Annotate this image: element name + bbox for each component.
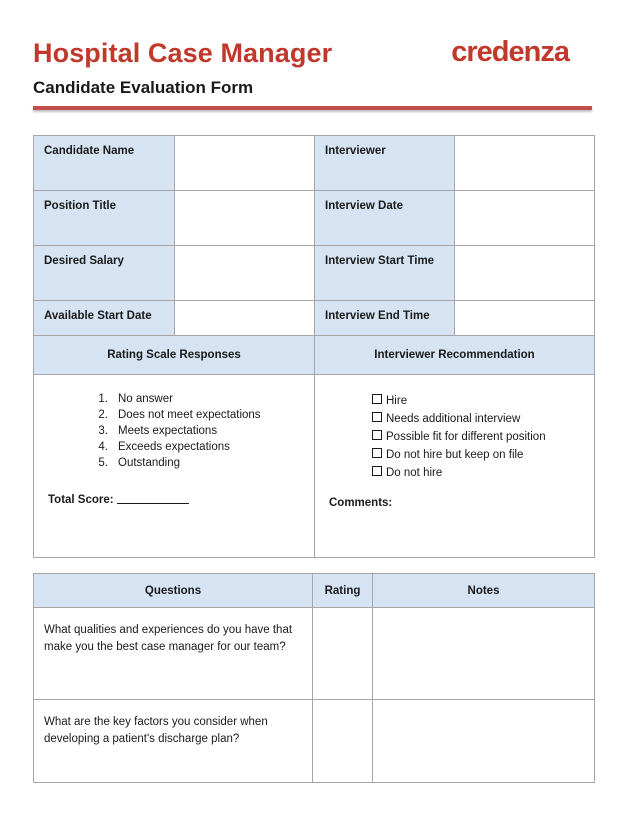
interview-date-label: Interview Date: [315, 191, 455, 246]
question-text: What qualities and experiences do you have that make you the best case manager for our team?: [34, 608, 313, 700]
recommendation-option[interactable]: [372, 410, 546, 428]
rating-field[interactable]: [313, 608, 373, 700]
option-label: Needs additional interview: [386, 413, 521, 425]
checkbox-icon[interactable]: [372, 394, 382, 404]
total-score-label: Total Score:: [48, 494, 114, 506]
option-label: Possible fit for different position: [386, 431, 546, 443]
list-item: [86, 407, 261, 423]
list-number: 3.: [98, 425, 108, 437]
questions-header: Questions: [34, 574, 313, 608]
rating-scale-list: [86, 391, 261, 471]
list-item: [86, 391, 261, 407]
checkbox-icon[interactable]: [372, 430, 382, 440]
question-text: What are the key factors you consider when developing a patient's discharge plan?: [34, 700, 313, 783]
option-label: Do not hire: [386, 467, 443, 479]
form-title: Hospital Case Manager: [33, 38, 333, 68]
checkbox-icon[interactable]: [372, 412, 382, 422]
notes-field[interactable]: [373, 608, 595, 700]
rating-scale-header: Rating Scale Responses: [34, 336, 315, 375]
table-row: [34, 608, 595, 700]
total-score-field[interactable]: [117, 503, 189, 504]
list-text: Does not meet expectations: [118, 409, 261, 421]
info-row: [34, 191, 595, 246]
checkbox-icon[interactable]: [372, 448, 382, 458]
form-header: [33, 38, 595, 110]
interviewer-label: Interviewer: [315, 136, 455, 191]
notes-field[interactable]: [373, 700, 595, 783]
recommendation-option[interactable]: [372, 464, 546, 482]
comments-label: Comments:: [329, 497, 393, 509]
available-start-date-label: Available Start Date: [34, 301, 175, 356]
recommendation-option[interactable]: [372, 428, 546, 446]
recommendation-header: Interviewer Recommendation: [315, 336, 595, 375]
total-score: [48, 494, 189, 506]
interview-start-time-field[interactable]: [455, 246, 595, 301]
table-row: [34, 700, 595, 783]
candidate-info-table: [33, 135, 595, 356]
questions-table: [33, 573, 595, 783]
checkbox-icon[interactable]: [372, 466, 382, 476]
list-item: [86, 423, 261, 439]
credenza-logo: credenza: [451, 36, 569, 68]
list-item: [86, 439, 261, 455]
list-item: [86, 455, 261, 471]
option-label: Do not hire but keep on file: [386, 449, 524, 461]
list-text: Meets expectations: [118, 425, 218, 437]
interviewer-field[interactable]: [455, 136, 595, 191]
candidate-name-field[interactable]: [175, 136, 315, 191]
list-text: No answer: [118, 393, 173, 405]
notes-header: Notes: [373, 574, 595, 608]
desired-salary-label: Desired Salary: [34, 246, 175, 301]
interview-end-time-label: Interview End Time: [315, 301, 455, 356]
list-number: 1.: [98, 393, 108, 405]
recommendation-cell: [315, 375, 595, 558]
rating-header: Rating: [313, 574, 373, 608]
form-subtitle: Candidate Evaluation Form: [33, 78, 254, 97]
desired-salary-field[interactable]: [175, 246, 315, 301]
rating-recommendation-table: [33, 335, 595, 558]
interview-start-time-label: Interview Start Time: [315, 246, 455, 301]
info-row: [34, 246, 595, 301]
option-label: Hire: [386, 395, 408, 407]
interview-date-field[interactable]: [455, 191, 595, 246]
header-divider: [33, 106, 592, 110]
list-number: 2.: [98, 409, 108, 421]
position-title-field[interactable]: [175, 191, 315, 246]
list-text: Outstanding: [118, 457, 181, 469]
recommendation-option[interactable]: [372, 446, 546, 464]
position-title-label: Position Title: [34, 191, 175, 246]
list-number: 5.: [98, 457, 108, 469]
candidate-name-label: Candidate Name: [34, 136, 175, 191]
recommendation-option[interactable]: [372, 392, 546, 410]
list-text: Exceeds expectations: [118, 441, 230, 453]
list-number: 4.: [98, 441, 108, 453]
rating-scale-cell: [34, 375, 315, 558]
rating-field[interactable]: [313, 700, 373, 783]
info-row: [34, 136, 595, 191]
recommendation-list: [372, 392, 546, 482]
